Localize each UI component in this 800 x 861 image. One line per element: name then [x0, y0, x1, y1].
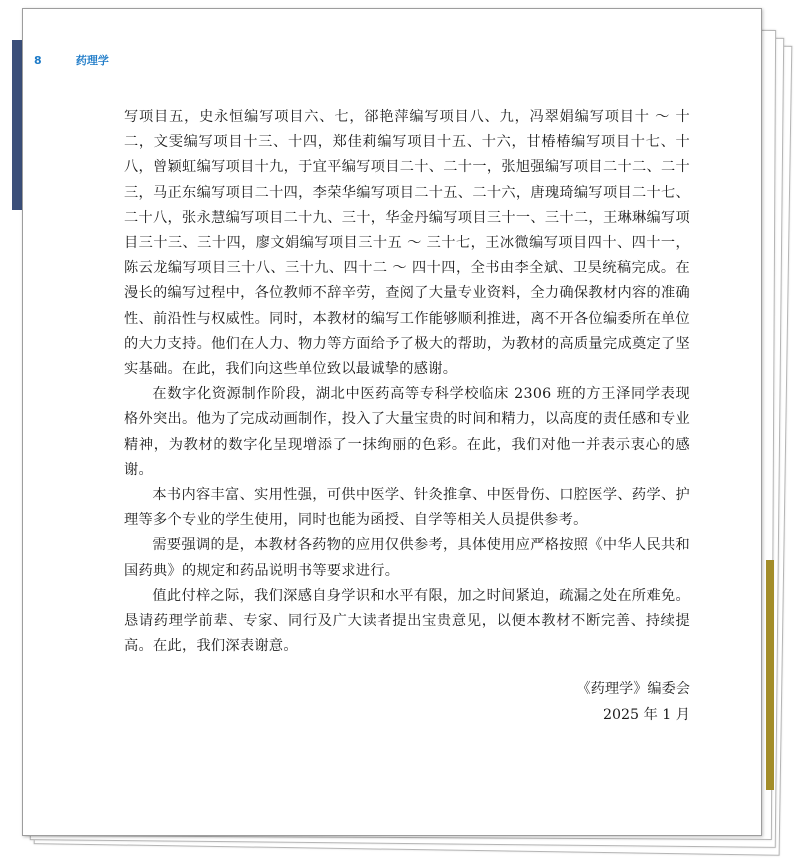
- paragraph-2: 在数字化资源制作阶段，湖北中医药高等专科学校临床 2306 班的方王泽同学表现格外突出。他为了完成动画制作，投入了大量宝贵的时间和精力，以高度的责任感和专业精神，为教材的数字化呈现增添了一抹绚丽的色彩。在此，我们对他一并表示衷心的感谢。: [124, 386, 690, 478]
- book-title: 药理学: [75, 54, 109, 67]
- paragraph-1: 写项目五，史永恒编写项目六、七，郤艳萍编写项目八、九，冯翠娟编写项目十 ～ 十二，文雯编写项目十三、十四，郑佳莉编写项目十五、十六，甘椿椿编写项目十七、十八，曾颖虹编写项目十九，于宜平编写项目二十、二十一，张旭强编写项目二十二、二十三，马正东编写项目二十四，李荣华编写项目二十五、二十六，唐瑰琦编写项目二十七、二十八，张永慧编写项目二十九、三十，华金丹编写项目三十一、三十二，王琳琳编写项目三十三、三十四，廖文娟编写项目三十五 ～ 三十七，王冰微编写项目四十、四十一，陈云龙编写项目三十八、三十九、四十二 ～ 四十四，全书由李全斌、卫昊统稿完成。在漫长的编写过程中，各位教师不辞辛劳，查阅了大量专业资料，全力确保教材内容的准确性、前沿性与权威性。同时，本教材的编写工作能够顺利推进，离不开各位编委所在单位的大力支持。他们在人力、物力等方面给予了极大的帮助，为教材的高质量完成奠定了坚实基础。在此，我们向这些单位致以最诚挚的感谢。: [124, 109, 690, 378]
- paragraph-5: 值此付梓之际，我们深感自身学识和水平有限，加之时间紧迫，疏漏之处在所难免。恳请药理学前辈、专家、同行及广大读者提出宝贵意见，以便本教材不断完善、持续提高。在此，我们深表谢意。: [124, 587, 690, 655]
- signature-date: 2025 年 1 月: [602, 707, 690, 723]
- running-header: [34, 52, 109, 72]
- book-cover-edge-blue: [12, 40, 22, 210]
- body-text: [124, 105, 690, 659]
- signature-editor: 《药理学》编委会: [576, 681, 690, 697]
- paragraph-4: 需要强调的是，本教材各药物的应用仅供参考，具体使用应严格按照《中华人民共和国药典》的规定和药品说明书等要求进行。: [124, 537, 690, 579]
- book-cover-edge-gold: [766, 560, 774, 790]
- paragraph-3: 本书内容丰富、实用性强，可供中医学、针灸推拿、中医骨伤、口腔医学、药学、护理等多个专业的学生使用，同时也能为函授、自学等相关人员提供参考。: [124, 487, 690, 529]
- page-number: 8: [34, 54, 42, 67]
